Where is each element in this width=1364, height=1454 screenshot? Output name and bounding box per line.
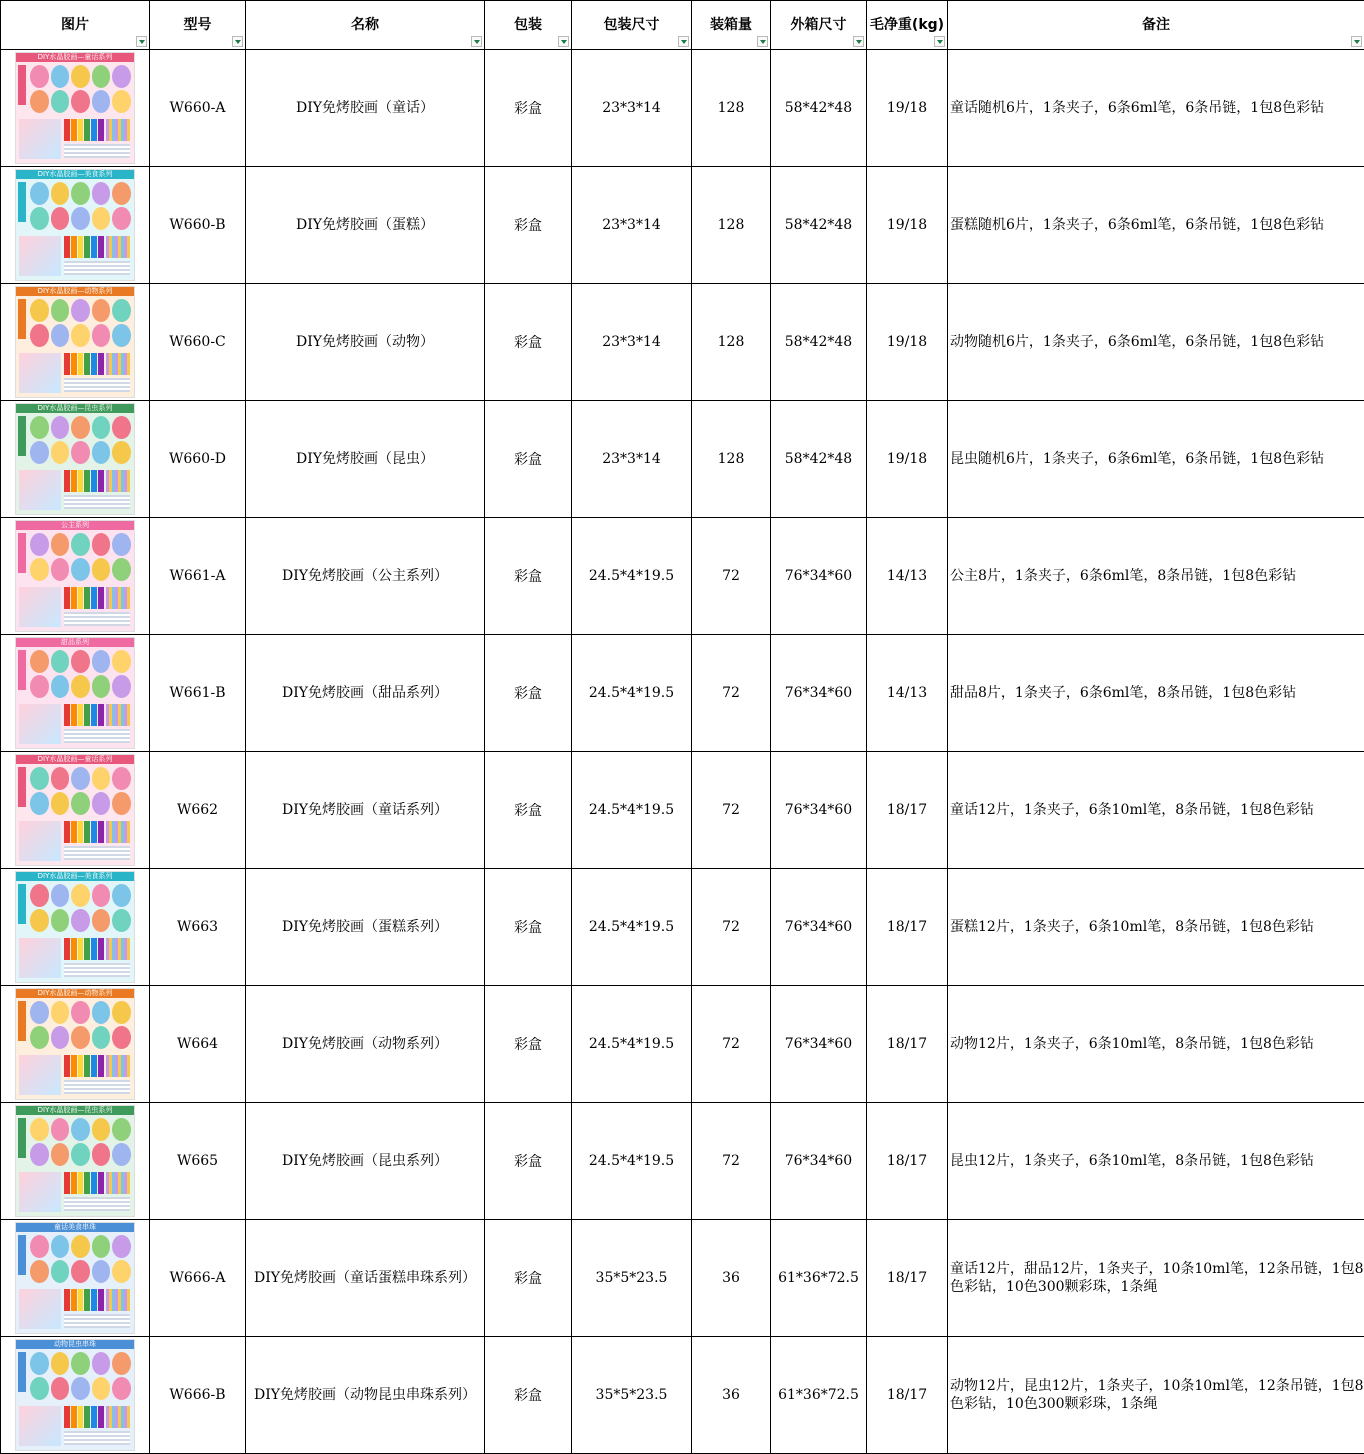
model-cell[interactable]: W664 <box>150 986 246 1103</box>
weight-cell[interactable]: 18/17 <box>867 752 948 869</box>
carton-qty-cell[interactable]: 72 <box>692 1103 771 1220</box>
table-row <box>1 986 1364 1103</box>
packaging-cell[interactable]: 彩盒 <box>485 167 572 284</box>
table-row <box>1 50 1364 167</box>
name-cell[interactable]: DIY免烤胶画（童话） <box>246 50 485 167</box>
model-cell[interactable]: W660-B <box>150 167 246 284</box>
carton-qty-cell[interactable]: 72 <box>692 869 771 986</box>
header-row <box>1 1 1364 50</box>
name-cell[interactable]: DIY免烤胶画（蛋糕系列） <box>246 869 485 986</box>
table-row <box>1 167 1364 284</box>
remarks-cell[interactable]: 甜品8片，1条夹子，6条6ml笔，8条吊链，1包8色彩钻 <box>948 635 1364 752</box>
remarks-cell[interactable]: 昆虫12片，1条夹子，6条10ml笔，8条吊链，1包8色彩钻 <box>948 1103 1364 1220</box>
remarks-cell[interactable]: 童话12片，甜品12片，1条夹子，10条10ml笔，12条吊链，1包8色彩钻，10色300颗彩珠，1条绳 <box>948 1220 1364 1337</box>
header-name <box>246 1 485 50</box>
carton-qty-cell[interactable]: 128 <box>692 167 771 284</box>
remarks-cell[interactable]: 动物12片，昆虫12片，1条夹子，10条10ml笔，12条吊链，1包8色彩钻，10色300颗彩珠，1条绳 <box>948 1337 1364 1454</box>
carton-size-cell[interactable]: 58*42*48 <box>771 401 867 518</box>
weight-cell[interactable]: 14/13 <box>867 518 948 635</box>
thumbnail-title: DIY水晶胶画—美食系列 <box>37 170 113 178</box>
carton-qty-cell[interactable]: 72 <box>692 635 771 752</box>
packaging-cell[interactable]: 彩盒 <box>485 752 572 869</box>
product-thumbnail[interactable] <box>15 520 135 632</box>
model-cell[interactable]: W666-B <box>150 1337 246 1454</box>
product-image-cell <box>1 401 150 518</box>
product-image-cell <box>1 284 150 401</box>
packaging-cell[interactable]: 彩盒 <box>485 1220 572 1337</box>
table-row <box>1 1103 1364 1220</box>
remarks-cell[interactable]: 公主8片，1条夹子，6条6ml笔，8条吊链，1包8色彩钻 <box>948 518 1364 635</box>
filter-dropdown-icon[interactable] <box>232 36 243 47</box>
pack-size-cell[interactable]: 24.5*4*19.5 <box>572 518 692 635</box>
header-pack-size <box>572 1 692 50</box>
pack-size-cell[interactable]: 35*5*23.5 <box>572 1220 692 1337</box>
carton-size-cell[interactable]: 58*42*48 <box>771 284 867 401</box>
name-cell[interactable]: DIY免烤胶画（童话蛋糕串珠系列） <box>246 1220 485 1337</box>
remarks-cell[interactable]: 童话随机6片，1条夹子，6条6ml笔，6条吊链，1包8色彩钻 <box>948 50 1364 167</box>
carton-size-cell[interactable]: 76*34*60 <box>771 1103 867 1220</box>
filter-dropdown-icon[interactable] <box>934 36 945 47</box>
thumbnail-title: DIY水晶胶画—美食系列 <box>37 872 113 880</box>
name-cell[interactable]: DIY免烤胶画（昆虫系列） <box>246 1103 485 1220</box>
table-row <box>1 1220 1364 1337</box>
name-cell[interactable]: DIY免烤胶画（昆虫） <box>246 401 485 518</box>
header-model <box>150 1 246 50</box>
weight-cell[interactable]: 18/17 <box>867 869 948 986</box>
thumbnail-title: DIY水晶胶画—动物系列 <box>37 989 113 997</box>
weight-cell[interactable]: 18/17 <box>867 1103 948 1220</box>
model-cell[interactable]: W660-A <box>150 50 246 167</box>
header-packaging <box>485 1 572 50</box>
filter-dropdown-icon[interactable] <box>136 36 147 47</box>
product-thumbnail[interactable] <box>15 871 135 983</box>
product-image-cell <box>1 167 150 284</box>
packaging-cell[interactable]: 彩盒 <box>485 1103 572 1220</box>
name-cell[interactable]: DIY免烤胶画（动物昆虫串珠系列） <box>246 1337 485 1454</box>
table-row <box>1 401 1364 518</box>
thumbnail-title: DIY水晶胶画—童话系列 <box>37 53 113 61</box>
packaging-cell[interactable]: 彩盒 <box>485 50 572 167</box>
carton-qty-cell[interactable]: 36 <box>692 1337 771 1454</box>
header-label: 装箱量 <box>710 17 752 33</box>
name-cell[interactable]: DIY免烤胶画（动物系列） <box>246 986 485 1103</box>
weight-cell[interactable]: 19/18 <box>867 401 948 518</box>
product-thumbnail[interactable] <box>15 403 135 515</box>
product-thumbnail[interactable] <box>15 169 135 281</box>
thumbnail-title: DIY水晶胶画—昆虫系列 <box>37 404 113 412</box>
remarks-cell[interactable]: 蛋糕12片，1条夹子，6条10ml笔，8条吊链，1包8色彩钻 <box>948 869 1364 986</box>
table-row <box>1 635 1364 752</box>
carton-qty-cell[interactable]: 72 <box>692 986 771 1103</box>
pack-size-cell[interactable]: 23*3*14 <box>572 167 692 284</box>
carton-size-cell[interactable]: 76*34*60 <box>771 986 867 1103</box>
carton-qty-cell[interactable]: 128 <box>692 284 771 401</box>
product-thumbnail[interactable] <box>15 286 135 398</box>
name-cell[interactable]: DIY免烤胶画（动物） <box>246 284 485 401</box>
filter-dropdown-icon[interactable] <box>757 36 768 47</box>
product-image-cell <box>1 869 150 986</box>
model-cell[interactable]: W663 <box>150 869 246 986</box>
thumbnail-title: 动物昆虫串珠 <box>54 1340 96 1348</box>
product-image-cell <box>1 1103 150 1220</box>
carton-size-cell[interactable]: 76*34*60 <box>771 518 867 635</box>
table-row <box>1 869 1364 986</box>
product-thumbnail[interactable] <box>15 52 135 164</box>
product-thumbnail[interactable] <box>15 637 135 749</box>
thumbnail-title: DIY水晶胶画—昆虫系列 <box>37 1106 113 1114</box>
model-cell[interactable]: W665 <box>150 1103 246 1220</box>
filter-dropdown-icon[interactable] <box>471 36 482 47</box>
pack-size-cell[interactable]: 23*3*14 <box>572 401 692 518</box>
pack-size-cell[interactable]: 23*3*14 <box>572 284 692 401</box>
remarks-cell[interactable]: 动物12片，1条夹子，6条10ml笔，8条吊链，1包8色彩钻 <box>948 986 1364 1103</box>
pack-size-cell[interactable]: 24.5*4*19.5 <box>572 1103 692 1220</box>
carton-size-cell[interactable]: 76*34*60 <box>771 635 867 752</box>
product-thumbnail[interactable] <box>15 1222 135 1334</box>
product-image-cell <box>1 635 150 752</box>
model-cell[interactable]: W662 <box>150 752 246 869</box>
header-remarks <box>948 1 1364 50</box>
pack-size-cell[interactable]: 24.5*4*19.5 <box>572 986 692 1103</box>
packaging-cell[interactable]: 彩盒 <box>485 284 572 401</box>
remarks-cell[interactable]: 蛋糕随机6片，1条夹子，6条6ml笔，6条吊链，1包8色彩钻 <box>948 167 1364 284</box>
filter-dropdown-icon[interactable] <box>558 36 569 47</box>
filter-dropdown-icon[interactable] <box>853 36 864 47</box>
carton-size-cell[interactable]: 61*36*72.5 <box>771 1337 867 1454</box>
carton-qty-cell[interactable]: 72 <box>692 752 771 869</box>
header-label: 名称 <box>351 17 379 33</box>
header-label: 包装尺寸 <box>603 17 660 33</box>
product-thumbnail[interactable] <box>15 988 135 1100</box>
thumbnail-title: 甜品系列 <box>61 638 89 646</box>
name-cell[interactable]: DIY免烤胶画（公主系列） <box>246 518 485 635</box>
name-cell[interactable]: DIY免烤胶画（童话系列） <box>246 752 485 869</box>
pack-size-cell[interactable]: 23*3*14 <box>572 50 692 167</box>
pack-size-cell[interactable]: 24.5*4*19.5 <box>572 752 692 869</box>
header-label: 型号 <box>183 17 212 33</box>
thumbnail-title: DIY水晶胶画—动物系列 <box>37 287 113 295</box>
product-image-cell <box>1 518 150 635</box>
header-image <box>1 1 150 50</box>
product-image-cell <box>1 50 150 167</box>
carton-qty-cell[interactable]: 128 <box>692 401 771 518</box>
weight-cell[interactable]: 14/13 <box>867 635 948 752</box>
name-cell[interactable]: DIY免烤胶画（甜品系列） <box>246 635 485 752</box>
table-row <box>1 752 1364 869</box>
product-thumbnail[interactable] <box>15 1339 135 1451</box>
table-row <box>1 284 1364 401</box>
thumbnail-title: 公主系列 <box>61 521 89 529</box>
carton-qty-cell[interactable]: 72 <box>692 518 771 635</box>
carton-size-cell[interactable]: 76*34*60 <box>771 752 867 869</box>
header-label: 图片 <box>61 17 89 33</box>
product-thumbnail[interactable] <box>15 754 135 866</box>
header-label: 包装 <box>514 17 542 33</box>
carton-size-cell[interactable]: 61*36*72.5 <box>771 1220 867 1337</box>
header-carton-size <box>771 1 867 50</box>
weight-cell[interactable]: 18/17 <box>867 986 948 1103</box>
weight-cell[interactable]: 19/18 <box>867 284 948 401</box>
packaging-cell[interactable]: 彩盒 <box>485 1337 572 1454</box>
model-cell[interactable]: W661-B <box>150 635 246 752</box>
weight-cell[interactable]: 18/17 <box>867 1337 948 1454</box>
pack-size-cell[interactable]: 24.5*4*19.5 <box>572 635 692 752</box>
product-image-cell <box>1 1337 150 1454</box>
filter-dropdown-icon[interactable] <box>678 36 689 47</box>
product-thumbnail[interactable] <box>15 1105 135 1217</box>
packaging-cell[interactable]: 彩盒 <box>485 401 572 518</box>
carton-qty-cell[interactable]: 36 <box>692 1220 771 1337</box>
remarks-cell[interactable]: 童话12片，1条夹子，6条10ml笔，8条吊链，1包8色彩钻 <box>948 752 1364 869</box>
weight-cell[interactable]: 19/18 <box>867 167 948 284</box>
model-cell[interactable]: W660-D <box>150 401 246 518</box>
product-image-cell <box>1 986 150 1103</box>
product-image-cell <box>1 1220 150 1337</box>
table-row <box>1 518 1364 635</box>
carton-qty-cell[interactable]: 128 <box>692 50 771 167</box>
carton-size-cell[interactable]: 76*34*60 <box>771 869 867 986</box>
thumbnail-title: DIY水晶胶画—童话系列 <box>37 755 113 763</box>
header-carton-qty <box>692 1 771 50</box>
remarks-cell[interactable]: 昆虫随机6片，1条夹子，6条6ml笔，6条吊链，1包8色彩钻 <box>948 401 1364 518</box>
weight-cell[interactable]: 19/18 <box>867 50 948 167</box>
weight-cell[interactable]: 18/17 <box>867 1220 948 1337</box>
table-body <box>1 50 1364 1454</box>
header-label: 毛净重(kg) <box>869 17 945 33</box>
pack-size-cell[interactable]: 35*5*23.5 <box>572 1337 692 1454</box>
carton-size-cell[interactable]: 58*42*48 <box>771 50 867 167</box>
name-cell[interactable]: DIY免烤胶画（蛋糕） <box>246 167 485 284</box>
model-cell[interactable]: W661-A <box>150 518 246 635</box>
table-row <box>1 1337 1364 1454</box>
packaging-cell[interactable]: 彩盒 <box>485 986 572 1103</box>
carton-size-cell[interactable]: 58*42*48 <box>771 167 867 284</box>
header-weight <box>867 1 948 50</box>
packaging-cell[interactable]: 彩盒 <box>485 635 572 752</box>
header-label: 外箱尺寸 <box>790 17 847 33</box>
model-cell[interactable]: W660-C <box>150 284 246 401</box>
remarks-cell[interactable]: 动物随机6片，1条夹子，6条6ml笔，6条吊链，1包8色彩钻 <box>948 284 1364 401</box>
header-label: 备注 <box>1142 17 1170 33</box>
packaging-cell[interactable]: 彩盒 <box>485 518 572 635</box>
pack-size-cell[interactable]: 24.5*4*19.5 <box>572 869 692 986</box>
product-image-cell <box>1 752 150 869</box>
filter-dropdown-icon[interactable] <box>1351 36 1362 47</box>
thumbnail-title: 童话美食串珠 <box>54 1223 96 1231</box>
model-cell[interactable]: W666-A <box>150 1220 246 1337</box>
packaging-cell[interactable]: 彩盒 <box>485 869 572 986</box>
